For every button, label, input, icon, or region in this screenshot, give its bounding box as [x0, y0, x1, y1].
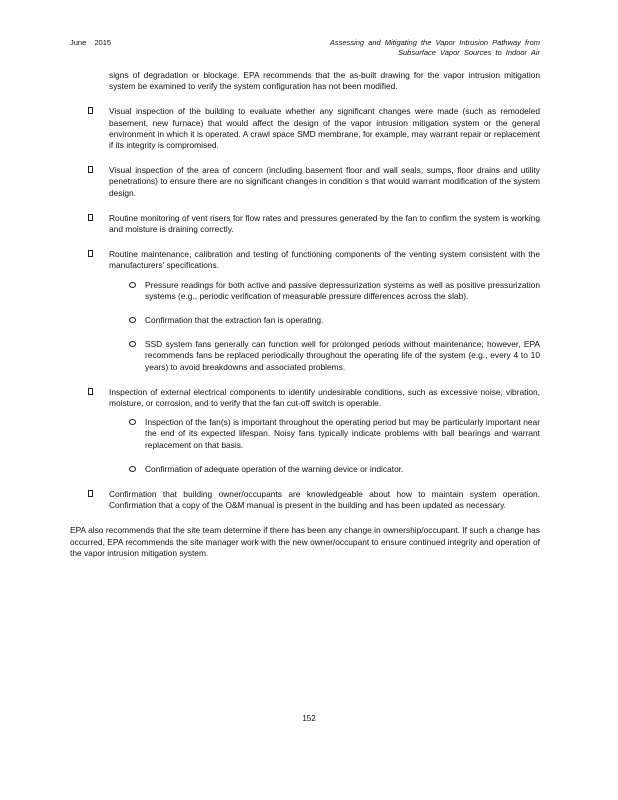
- sub-list-item: [70, 417, 540, 451]
- circle-bullet-icon: [129, 419, 136, 425]
- sub-list-item-text: Confirmation that the extraction fan is operating.: [145, 315, 324, 326]
- list-item: [70, 213, 540, 235]
- list-item: [70, 387, 540, 475]
- sub-list-item-text: Inspection of the fan(s) is important throughout the operating period but may be particularly important near the end of its expected lifespan. Noisy fans typically indicate problems with ball bearings and warrant replacement on that basis.: [145, 417, 540, 450]
- list-item-text: Inspection of external electrical components to identify undesirable conditions, such as excessive noise, vibration, moisture, or corrosion, and to verify that the fan cut-off switch is operable.: [109, 386, 540, 409]
- list-item-text: Confirmation that building owner/occupants are knowledgeable about how to maintain system operation. Confirmation that a copy of the O&M manual is present in the building and has been updated as necessary.: [109, 489, 540, 511]
- sub-list-item-text: SSD system fans generally can function well for prolonged periods without maintenance; however, EPA recommends fans be replaced periodically throughout the operating life of the system (e.g., every 4 to 10 years) to avoid breakdowns and associated problems.: [145, 339, 540, 372]
- continuation-paragraph: signs of degradation or blockage. EPA recommends that the as-built drawing for the vapor intrusion mitigation system be examined to verify the system configuration has not been modified.: [109, 70, 540, 92]
- square-bullet-icon: [88, 166, 93, 173]
- sub-list-item-text: Confirmation of adequate operation of the warning device or indicator.: [145, 463, 404, 474]
- list-item-text: Routine monitoring of vent risers for flow rates and pressures generated by the fan to confirm the system is working and moisture is draining correctly.: [109, 212, 540, 235]
- closing-paragraph: EPA also recommends that the site team determine if there has been any change in ownership/occupant. If such a change has occurred, EPA recommends the site manager work with the new owner/occupant to ensure continued integrity and operation of the vapor intrusion mitigation system.: [70, 525, 540, 558]
- circle-bullet-icon: [129, 341, 136, 347]
- circle-bullet-icon: [129, 466, 136, 472]
- list-item-text: Routine maintenance, calibration and testing of functioning components of the venting system consistent with the manufacturers' specifications.: [109, 249, 540, 271]
- sub-list-item: [70, 464, 540, 475]
- header-title: Assessing and Mitigating the Vapor Intrusion Pathway from Subsurface Vapor Sources to Indoor Air: [329, 38, 540, 57]
- header-date: June 2015: [70, 38, 112, 47]
- sub-list: [70, 417, 540, 475]
- sub-list-item: [70, 339, 540, 373]
- sub-list-item: [70, 280, 540, 302]
- square-bullet-icon: [88, 388, 93, 395]
- page-number: 152: [302, 714, 316, 723]
- list-item: [70, 106, 540, 151]
- sub-list-item-text: Pressure readings for both active and passive depressurization systems as well as positive pressurization systems (e.g., periodic verification of measurable pressure differences across the slab).: [145, 279, 540, 301]
- sub-list-item: [70, 315, 540, 326]
- circle-bullet-icon: [129, 282, 136, 288]
- sub-list: [70, 280, 540, 373]
- square-bullet-icon: [88, 250, 93, 257]
- list-item: [70, 489, 540, 511]
- square-bullet-icon: [88, 490, 93, 497]
- square-bullet-icon: [88, 214, 93, 221]
- list-item-text: Visual inspection of the area of concern (including basement floor and wall seals, sumps, floor drains and utility penetrations) to ensure there are no significant changes in condition s that would warrant modification of the system design.: [109, 165, 540, 198]
- document-body: [70, 70, 540, 559]
- circle-bullet-icon: [129, 317, 136, 323]
- list-item: [70, 249, 540, 373]
- list-item-text: Visual inspection of the building to evaluate whether any significant changes were made (such as remodeled basement, new furnace) that would affect the design of the vapor intrusion mitigation system or the general environment in which it is operated. A crawl space SMD membrane, for example, may warrant repair or replacement if its integrity is compromised.: [109, 106, 540, 151]
- square-bullet-icon: [88, 107, 93, 114]
- list-item: [70, 165, 540, 199]
